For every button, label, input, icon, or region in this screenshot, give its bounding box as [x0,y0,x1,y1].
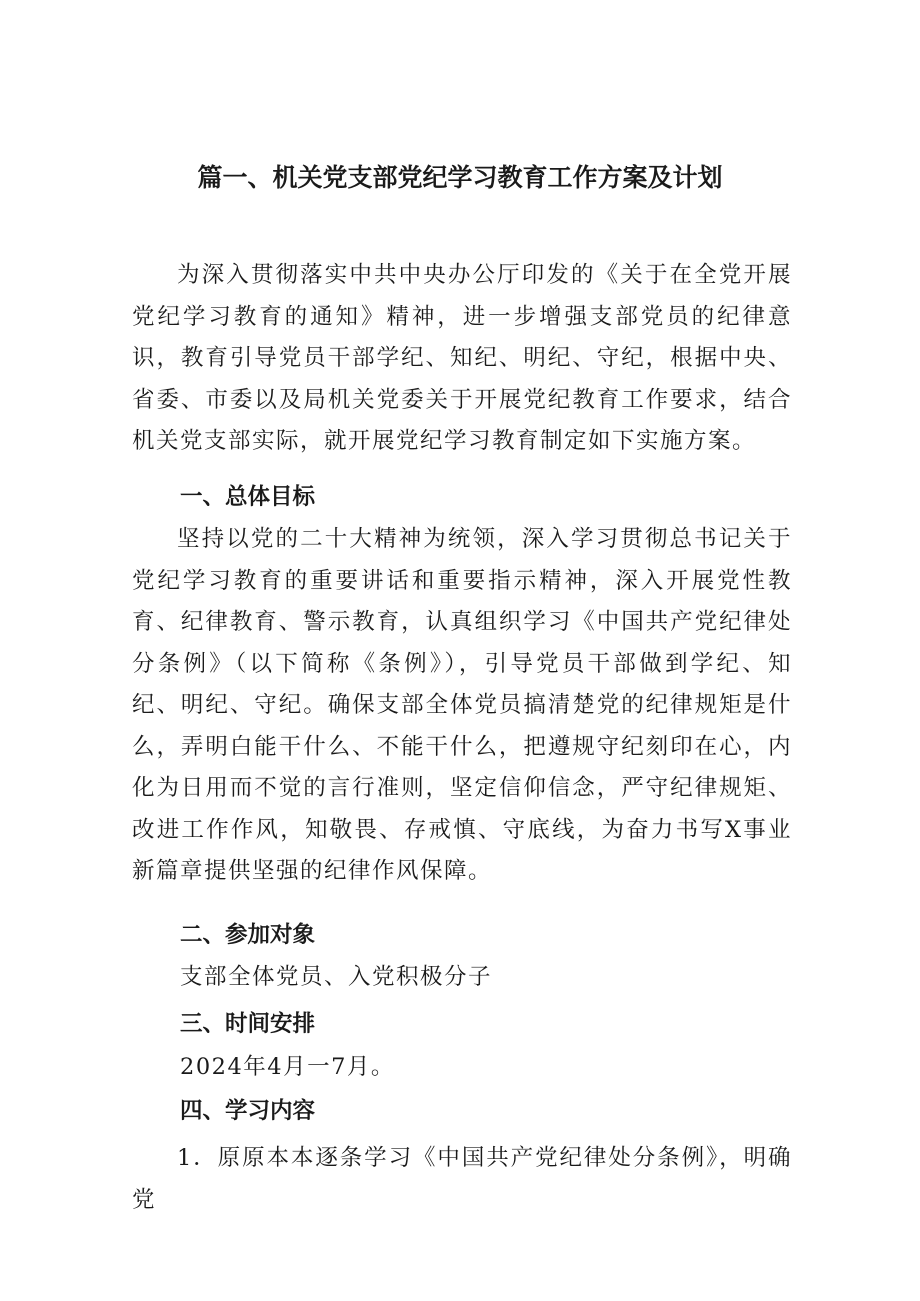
section-heading-content: 四、学习内容 [180,1098,316,1124]
section-heading-schedule: 三、时间安排 [180,1011,316,1037]
document-title: 篇一、机关党支部党纪学习教育工作方案及计划 [197,163,723,192]
section-heading-participants: 二、参加对象 [180,922,316,948]
content-paragraph [132,1138,792,1221]
schedule-text: 2024年4月一7月。 [180,1054,395,1080]
intro-text: 为深入贯彻落实中共中央办公厅印发的《关于在全党开展党纪学习教育的通知》精神，进一步增强支部党员的纪律意识，教育引导党员干部学纪、知纪、明纪、守纪，根据中央、省委、市委以及局机关党委关于开展党纪教育工作要求，结合机关党支部实际，就开展党纪学习教育制定如下实施方案。 [132,262,792,454]
goals-text: 坚持以党的二十大精神为统领，深入学习贯彻总书记关于党纪学习教育的重要讲话和重要指示精神，深入开展党性教育、纪律教育、警示教育，认真组织学习《中国共产党纪律处分条例》（以下简称《条例》），引导党员干部做到学纪、知纪、明纪、守纪。确保支部全体党员搞清楚党的纪律规矩是什么，弄明白能干什么、不能干什么，把遵规守纪刻印在心，内化为日用而不觉的言行准则，坚定信仰信念，严守纪律规矩、改进工作作风，知敬畏、存戒慎、守底线，为奋力书写X事业新篇章提供坚强的纪律作风保障。 [132,526,792,884]
content-text: 1．原原本本逐条学习《中国共产党纪律处分条例》，明确党 [132,1145,792,1213]
intro-paragraph [132,255,792,463]
goals-paragraph [132,519,792,893]
participants-text: 支部全体党员、入党积极分子 [180,964,493,990]
section-heading-goals: 一、总体目标 [180,484,316,510]
